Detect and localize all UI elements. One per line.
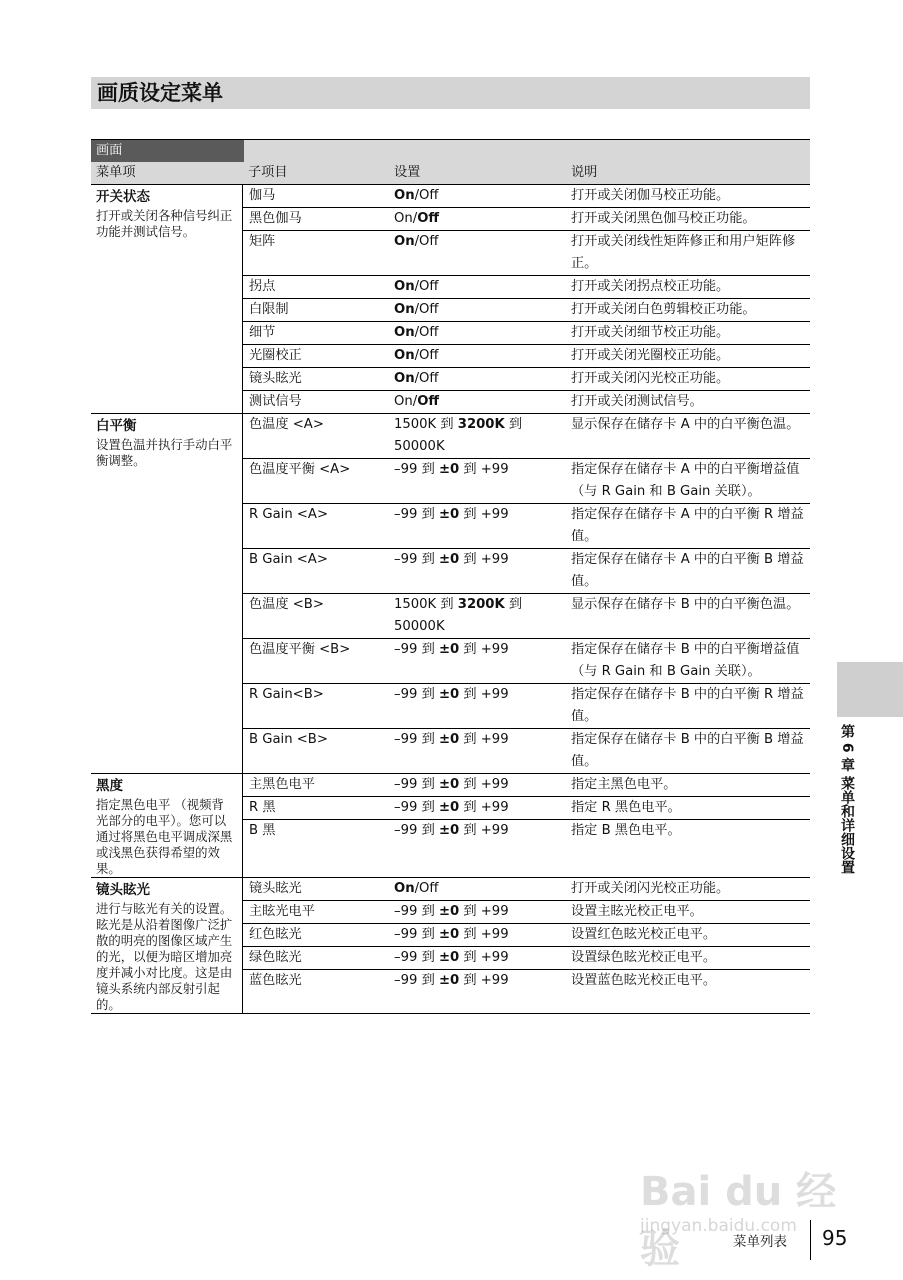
- setting-value: 到 +99: [459, 777, 509, 792]
- setting-default-value: ±0: [438, 642, 460, 657]
- setting-default-value: 3200K: [457, 597, 505, 612]
- sub-item-cell: 黑色伽马: [249, 211, 302, 226]
- setting-value: 到 +99: [459, 507, 509, 522]
- table-row: [243, 368, 810, 391]
- setting-cell: [388, 208, 565, 230]
- setting-default-value: Off: [417, 211, 440, 226]
- description-cell: 打开或关闭闪光校正功能。: [571, 881, 730, 896]
- table-row: [243, 639, 810, 684]
- sub-item-cell: 色温度 <B>: [249, 597, 324, 612]
- setting-default-value: ±0: [438, 800, 460, 815]
- table-row: [243, 947, 810, 970]
- sub-item-cell: 色温度 <A>: [249, 417, 324, 432]
- setting-cell: [388, 594, 565, 638]
- setting-cell: [388, 549, 565, 593]
- group-label-cell: [91, 878, 242, 1013]
- header-description: 说明: [571, 165, 598, 180]
- description-cell: 指定保存在储存卡 B 中的白平衡 R 增益值。: [571, 687, 804, 724]
- setting-value: –99 到: [394, 973, 439, 988]
- setting-default-value: ±0: [438, 687, 460, 702]
- footer-divider: [810, 1220, 811, 1260]
- table-row: [243, 901, 810, 924]
- sub-item-cell: 矩阵: [249, 234, 276, 249]
- description-cell: 打开或关闭闪光校正功能。: [571, 371, 730, 386]
- sub-item-cell: 色温度平衡 <A>: [249, 462, 351, 477]
- description-cell: 打开或关闭测试信号。: [571, 394, 703, 409]
- setting-value: 到 +99: [459, 732, 509, 747]
- sub-item-cell: 镜头眩光: [249, 371, 302, 386]
- setting-cell: [388, 391, 565, 413]
- table-header: [91, 140, 810, 185]
- setting-value: 到 50000K: [394, 597, 523, 634]
- sub-item-cell: 蓝色眩光: [249, 973, 302, 988]
- group-title: 开关状态: [96, 189, 150, 205]
- menu-table: [91, 139, 810, 1014]
- description-cell: 显示保存在储存卡 B 中的白平衡色温。: [571, 597, 800, 612]
- setting-value: –99 到: [394, 927, 439, 942]
- sub-item-cell: 伽马: [249, 188, 276, 203]
- table-row: [243, 729, 810, 773]
- setting-cell: [388, 299, 565, 321]
- table-row: [243, 391, 810, 413]
- setting-value: 到 +99: [459, 823, 509, 838]
- setting-value: 到 +99: [459, 904, 509, 919]
- setting-cell: [388, 414, 565, 458]
- setting-cell: [388, 459, 565, 503]
- setting-cell: [388, 901, 565, 923]
- setting-value: –99 到: [394, 642, 439, 657]
- sub-item-cell: 拐点: [249, 279, 276, 294]
- menu-group: [91, 774, 810, 878]
- page-title: 画质设定菜单: [91, 77, 810, 109]
- setting-value: –99 到: [394, 800, 439, 815]
- description-cell: 打开或关闭光圈校正功能。: [571, 348, 730, 363]
- setting-cell: [388, 970, 565, 992]
- setting-cell: [388, 774, 565, 796]
- table-row: [243, 185, 810, 208]
- group-title: 黑度: [96, 778, 123, 794]
- setting-value: 到 +99: [459, 800, 509, 815]
- setting-default-value: On: [394, 234, 415, 249]
- sub-item-cell: 主黑色电平: [249, 777, 315, 792]
- table-body: [91, 185, 810, 1014]
- table-row: [243, 684, 810, 729]
- group-label-cell: [91, 414, 242, 773]
- description-cell: 设置绿色眩光校正电平。: [571, 950, 717, 965]
- description-cell: 指定保存在储存卡 B 中的白平衡增益值 （与 R Gain 和 B Gain 关联）。: [571, 642, 800, 679]
- sub-item-cell: 细节: [249, 325, 276, 340]
- description-cell: 打开或关闭黑色伽马校正功能。: [571, 211, 756, 226]
- chapter-side-tab: [837, 662, 903, 717]
- chapter-side-label: 第 6 章 菜单和详细设置: [839, 724, 855, 875]
- setting-value: –99 到: [394, 462, 439, 477]
- description-cell: 设置主眩光校正电平。: [571, 904, 703, 919]
- setting-default-value: ±0: [438, 552, 460, 567]
- group-description: 打开或关闭各种信号纠正功能并测试信号。: [96, 208, 233, 239]
- description-cell: 打开或关闭线性矩阵修正和用户矩阵修正。: [571, 234, 796, 271]
- setting-value: –99 到: [394, 904, 439, 919]
- group-title: 白平衡: [96, 418, 137, 434]
- table-row: [243, 797, 810, 820]
- setting-value: –99 到: [394, 507, 439, 522]
- group-rows: [242, 414, 810, 773]
- setting-default-value: ±0: [438, 732, 460, 747]
- table-row: [243, 594, 810, 639]
- setting-value: –99 到: [394, 950, 439, 965]
- setting-value: –99 到: [394, 823, 439, 838]
- setting-value: 到 50000K: [394, 417, 523, 454]
- setting-value: 到 +99: [459, 950, 509, 965]
- sub-item-cell: 红色眩光: [249, 927, 302, 942]
- setting-default-value: ±0: [438, 950, 460, 965]
- description-cell: 打开或关闭拐点校正功能。: [571, 279, 730, 294]
- sub-item-cell: R 黑: [249, 800, 276, 815]
- sub-item-cell: 绿色眩光: [249, 950, 302, 965]
- group-rows: [242, 185, 810, 413]
- setting-value: 到 +99: [459, 642, 509, 657]
- setting-value: –99 到: [394, 777, 439, 792]
- menu-group: [91, 414, 810, 774]
- setting-cell: [388, 368, 565, 390]
- setting-value: /Off: [414, 302, 439, 317]
- description-cell: 显示保存在储存卡 A 中的白平衡色温。: [571, 417, 800, 432]
- setting-cell: [388, 504, 565, 548]
- setting-default-value: On: [394, 881, 415, 896]
- sub-item-cell: R Gain <A>: [249, 507, 328, 522]
- setting-value: 到 +99: [459, 973, 509, 988]
- setting-default-value: On: [394, 325, 415, 340]
- page-number: 95: [822, 1226, 848, 1250]
- sub-item-cell: B 黑: [249, 823, 276, 838]
- setting-value: /Off: [414, 348, 439, 363]
- setting-value: –99 到: [394, 687, 439, 702]
- table-row: [243, 820, 810, 842]
- setting-cell: [388, 276, 565, 298]
- setting-value: 到 +99: [459, 927, 509, 942]
- group-rows: [242, 878, 810, 1013]
- footer-section-label: 菜单列表: [733, 1234, 787, 1250]
- menu-group: [91, 878, 810, 1014]
- setting-cell: [388, 878, 565, 900]
- sub-item-cell: 白限制: [249, 302, 289, 317]
- table-row: [243, 322, 810, 345]
- table-row: [243, 970, 810, 992]
- header-menu-item: 菜单项: [96, 165, 136, 180]
- setting-value: On/: [394, 394, 418, 409]
- header-setting: 设置: [394, 165, 421, 180]
- setting-default-value: ±0: [438, 823, 460, 838]
- description-cell: 指定 R 黑色电平。: [571, 800, 681, 815]
- setting-default-value: ±0: [438, 462, 460, 477]
- setting-default-value: 3200K: [457, 417, 505, 432]
- setting-value: 到 +99: [459, 552, 509, 567]
- table-row: [243, 299, 810, 322]
- setting-value: /Off: [414, 881, 439, 896]
- table-row: [243, 345, 810, 368]
- table-row: [243, 459, 810, 504]
- group-rows: [242, 774, 810, 877]
- description-cell: 打开或关闭白色剪辑校正功能。: [571, 302, 756, 317]
- group-description: 指定黑色电平 （视频背光部分的电平）。您可以通过将黑色电平调成深黑或浅黑色获得希望的效果。: [96, 797, 233, 876]
- setting-cell: [388, 820, 565, 842]
- setting-value: /Off: [414, 325, 439, 340]
- setting-cell: [388, 231, 565, 275]
- description-cell: 指定主黑色电平。: [571, 777, 677, 792]
- setting-default-value: On: [394, 188, 415, 203]
- table-row: [243, 276, 810, 299]
- setting-value: /Off: [414, 371, 439, 386]
- setting-default-value: Off: [417, 394, 440, 409]
- table-row: [243, 924, 810, 947]
- watermark-url: jingyan.baidu.com: [640, 1216, 797, 1236]
- table-row: [243, 774, 810, 797]
- description-cell: 指定保存在储存卡 A 中的白平衡 R 增益值。: [571, 507, 804, 544]
- setting-cell: [388, 924, 565, 946]
- setting-default-value: ±0: [438, 927, 460, 942]
- watermark-logo: Bai du 经验: [640, 1169, 837, 1272]
- setting-value: –99 到: [394, 732, 439, 747]
- setting-cell: [388, 185, 565, 207]
- description-cell: 打开或关闭细节校正功能。: [571, 325, 730, 340]
- sub-item-cell: 镜头眩光: [249, 881, 302, 896]
- menu-group: [91, 185, 810, 414]
- sub-item-cell: R Gain<B>: [249, 687, 324, 702]
- description-cell: 指定保存在储存卡 A 中的白平衡 B 增益值。: [571, 552, 804, 589]
- setting-value: –99 到: [394, 552, 439, 567]
- setting-cell: [388, 639, 565, 683]
- description-cell: 设置蓝色眩光校正电平。: [571, 973, 717, 988]
- setting-cell: [388, 947, 565, 969]
- setting-value: /Off: [414, 234, 439, 249]
- setting-default-value: On: [394, 302, 415, 317]
- setting-value: /Off: [414, 279, 439, 294]
- description-cell: 设置红色眩光校正电平。: [571, 927, 717, 942]
- setting-default-value: ±0: [438, 507, 460, 522]
- setting-cell: [388, 797, 565, 819]
- group-title: 镜头眩光: [96, 882, 150, 898]
- setting-value: 1500K 到: [394, 597, 458, 612]
- setting-value: 到 +99: [459, 687, 509, 702]
- setting-cell: [388, 322, 565, 344]
- setting-default-value: On: [394, 279, 415, 294]
- table-row: [243, 231, 810, 276]
- table-row: [243, 878, 810, 901]
- sub-item-cell: 测试信号: [249, 394, 302, 409]
- setting-value: On/: [394, 211, 418, 226]
- setting-value: 到 +99: [459, 462, 509, 477]
- group-label-cell: [91, 185, 242, 413]
- group-label-cell: [91, 774, 242, 877]
- description-cell: 指定保存在储存卡 B 中的白平衡 B 增益值。: [571, 732, 804, 769]
- setting-default-value: ±0: [438, 777, 460, 792]
- setting-value: /Off: [414, 188, 439, 203]
- group-description: 进行与眩光有关的设置。眩光是从沿着图像广泛扩散的明亮的图像区域产生的光，以便为暗区增加亮度并减小对比度。这是由镜头系统内部反射引起的。: [96, 901, 233, 1012]
- sub-item-cell: 光圈校正: [249, 348, 302, 363]
- setting-default-value: On: [394, 348, 415, 363]
- sub-item-cell: B Gain <B>: [249, 732, 328, 747]
- setting-default-value: ±0: [438, 904, 460, 919]
- description-cell: 打开或关闭伽马校正功能。: [571, 188, 730, 203]
- table-row: [243, 549, 810, 594]
- sub-item-cell: 主眩光电平: [249, 904, 315, 919]
- section-badge: 画面: [91, 140, 244, 162]
- sub-item-cell: B Gain <A>: [249, 552, 328, 567]
- setting-value: 1500K 到: [394, 417, 458, 432]
- description-cell: 指定保存在储存卡 A 中的白平衡增益值 （与 R Gain 和 B Gain 关联）。: [571, 462, 800, 499]
- group-description: 设置色温并执行手动白平衡调整。: [96, 437, 233, 468]
- table-row: [243, 414, 810, 459]
- setting-cell: [388, 729, 565, 773]
- table-row: [243, 504, 810, 549]
- setting-cell: [388, 345, 565, 367]
- table-row: [243, 208, 810, 231]
- setting-default-value: ±0: [438, 973, 460, 988]
- sub-item-cell: 色温度平衡 <B>: [249, 642, 351, 657]
- header-sub-item: 子项目: [248, 165, 288, 180]
- description-cell: 指定 B 黑色电平。: [571, 823, 681, 838]
- setting-cell: [388, 684, 565, 728]
- setting-default-value: On: [394, 371, 415, 386]
